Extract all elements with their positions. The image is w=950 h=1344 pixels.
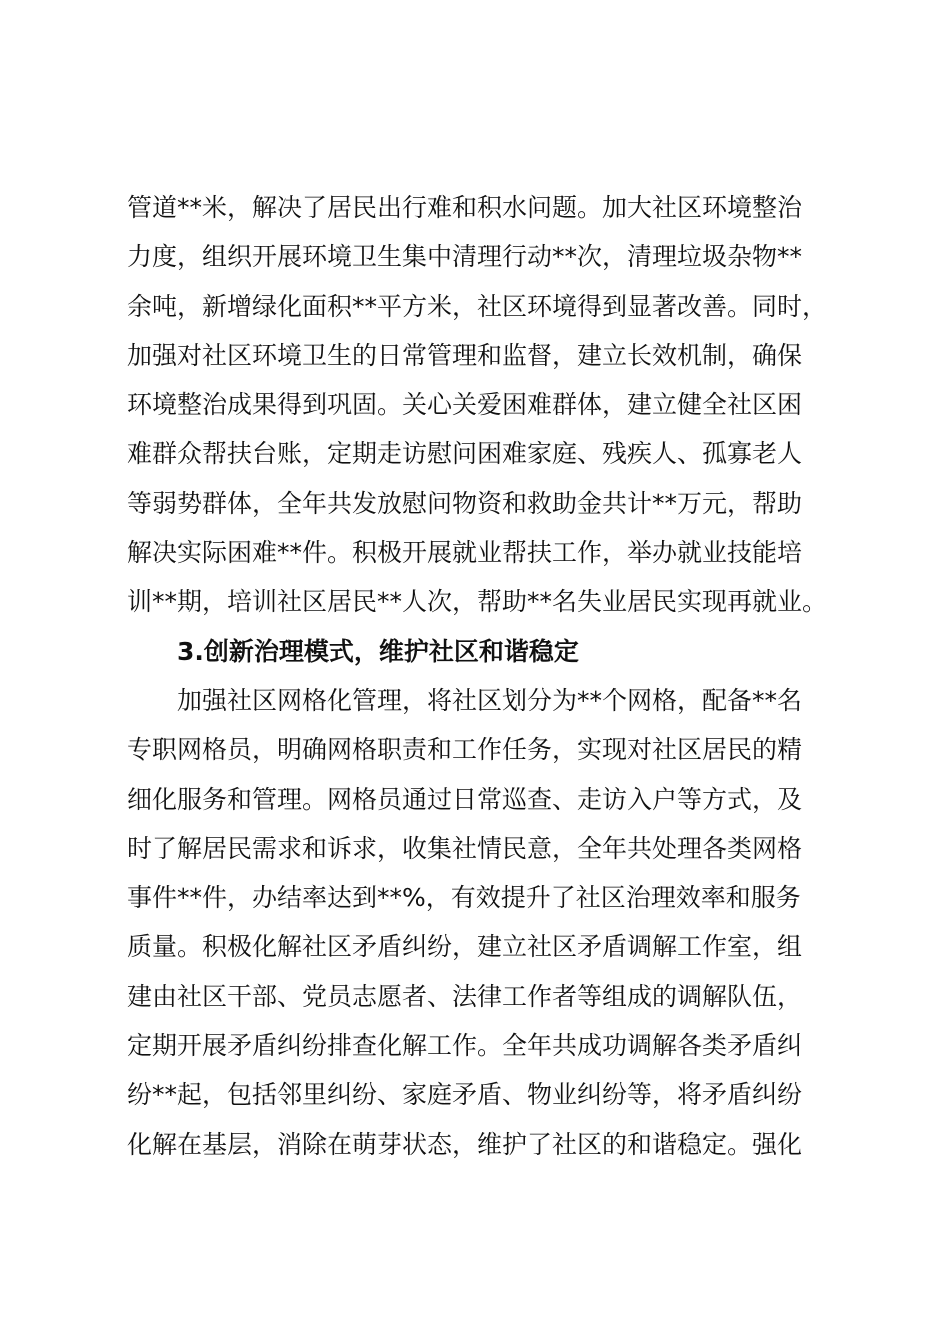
body-line: 事件**件，办结率达到**%，有效提升了社区治理效率和服务 [127,883,801,913]
section-heading: 3.创新治理模式，维护社区和谐稳定 [177,636,579,666]
body-line: 细化服务和管理。网格员通过日常巡查、走访入户等方式，及 [127,784,803,814]
body-line: 训**期，培训社区居民**人次，帮助**名失业居民实现再就业。 [127,587,828,617]
body-line: 化解在基层，消除在萌芽状态，维护了社区的和谐稳定。强化 [127,1129,803,1159]
body-line: 时了解居民需求和诉求，收集社情民意，全年共处理各类网格 [127,833,803,863]
body-line: 管道**米，解决了居民出行难和积水问题。加大社区环境整治 [127,193,803,222]
body-line: 力度，组织开展环境卫生集中清理行动**次，清理垃圾杂物** [127,242,803,272]
body-line: 等弱势群体，全年共发放慰问物资和救助金共计**万元，帮助 [127,488,803,518]
body-line: 余吨，新增绿化面积**平方米，社区环境得到显著改善。同时， [127,291,828,321]
paragraph-first-line: 加强社区网格化管理，将社区划分为**个网格，配备**名 [177,685,803,715]
document-body [127,183,847,1169]
body-line: 环境整治成果得到巩固。关心关爱困难群体，建立健全社区困 [127,390,803,420]
body-line: 纷**起，包括邻里纠纷、家庭矛盾、物业纠纷等，将矛盾纠纷 [127,1080,803,1110]
body-line: 解决实际困难**件。积极开展就业帮扶工作，举办就业技能培 [127,538,803,568]
body-line: 建由社区干部、党员志愿者、法律工作者等组成的调解队伍， [127,981,803,1011]
body-line: 定期开展矛盾纠纷排查化解工作。全年共成功调解各类矛盾纠 [127,1031,803,1061]
body-line: 专职网格员，明确网格职责和工作任务，实现对社区居民的精 [127,735,803,765]
body-line: 难群众帮扶台账，定期走访慰问困难家庭、残疾人、孤寡老人 [127,439,803,469]
body-line: 加强对社区环境卫生的日常管理和监督，建立长效机制，确保 [127,340,803,370]
body-line: 质量。积极化解社区矛盾纠纷，建立社区矛盾调解工作室，组 [127,932,803,962]
